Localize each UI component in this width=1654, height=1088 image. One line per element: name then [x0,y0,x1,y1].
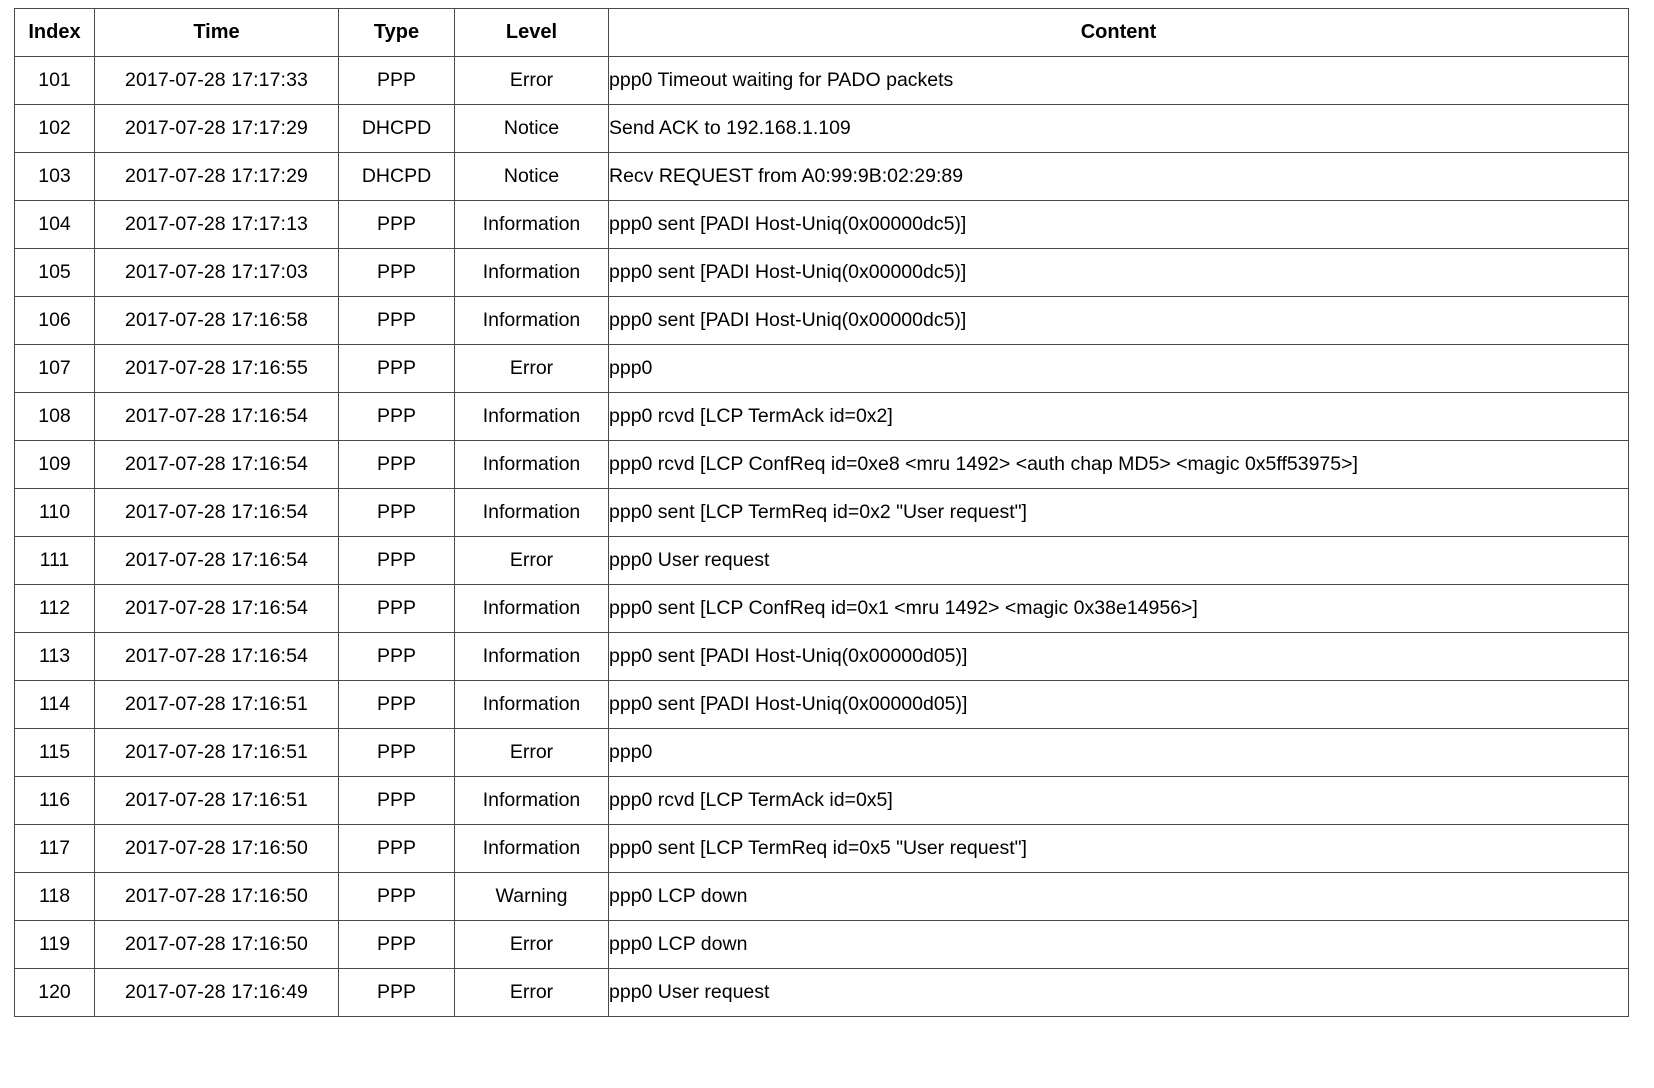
table-row [15,873,1629,921]
cell-time: 2017-07-28 17:16:54 [95,537,339,585]
cell-content: ppp0 sent [PADI Host-Uniq(0x00000dc5)] [609,201,1629,249]
table-row [15,633,1629,681]
table-row [15,681,1629,729]
cell-time: 2017-07-28 17:16:50 [95,873,339,921]
cell-index: 112 [15,585,95,633]
cell-index: 115 [15,729,95,777]
cell-content: ppp0 sent [PADI Host-Uniq(0x00000dc5)] [609,249,1629,297]
cell-time: 2017-07-28 17:16:54 [95,585,339,633]
table-row [15,393,1629,441]
cell-level: Information [455,201,609,249]
cell-level: Information [455,489,609,537]
cell-level: Error [455,729,609,777]
table-row [15,153,1629,201]
cell-content: ppp0 rcvd [LCP ConfReq id=0xe8 <mru 1492> <auth chap MD5> <magic 0x5ff53975>] [609,441,1629,489]
cell-index: 117 [15,825,95,873]
column-header-content: Content [609,9,1629,57]
cell-type: PPP [339,345,455,393]
cell-time: 2017-07-28 17:16:55 [95,345,339,393]
cell-time: 2017-07-28 17:16:49 [95,969,339,1017]
cell-level: Error [455,537,609,585]
cell-content: ppp0 LCP down [609,873,1629,921]
cell-content: ppp0 sent [PADI Host-Uniq(0x00000d05)] [609,681,1629,729]
table-row [15,825,1629,873]
cell-index: 116 [15,777,95,825]
cell-index: 102 [15,105,95,153]
cell-time: 2017-07-28 17:16:51 [95,681,339,729]
table-row [15,729,1629,777]
cell-index: 106 [15,297,95,345]
cell-index: 120 [15,969,95,1017]
table-header-row [15,9,1629,57]
table-row [15,57,1629,105]
cell-time: 2017-07-28 17:16:51 [95,777,339,825]
cell-level: Information [455,393,609,441]
cell-content: ppp0 sent [LCP ConfReq id=0x1 <mru 1492> <magic 0x38e14956>] [609,585,1629,633]
table-row [15,489,1629,537]
cell-content: ppp0 [609,345,1629,393]
cell-type: PPP [339,921,455,969]
cell-type: PPP [339,57,455,105]
cell-type: DHCPD [339,153,455,201]
table-row [15,777,1629,825]
cell-type: PPP [339,585,455,633]
column-header-index: Index [15,9,95,57]
cell-index: 110 [15,489,95,537]
cell-index: 114 [15,681,95,729]
cell-time: 2017-07-28 17:17:29 [95,105,339,153]
cell-time: 2017-07-28 17:16:51 [95,729,339,777]
cell-time: 2017-07-28 17:17:29 [95,153,339,201]
cell-level: Warning [455,873,609,921]
cell-time: 2017-07-28 17:16:54 [95,393,339,441]
cell-type: PPP [339,729,455,777]
cell-level: Error [455,57,609,105]
cell-content: ppp0 LCP down [609,921,1629,969]
table-row [15,537,1629,585]
cell-level: Error [455,969,609,1017]
cell-time: 2017-07-28 17:16:54 [95,489,339,537]
table-row [15,969,1629,1017]
cell-type: PPP [339,201,455,249]
cell-index: 107 [15,345,95,393]
cell-type: PPP [339,873,455,921]
cell-type: PPP [339,825,455,873]
cell-content: ppp0 User request [609,969,1629,1017]
table-body [15,57,1629,1017]
cell-type: PPP [339,441,455,489]
cell-time: 2017-07-28 17:16:50 [95,825,339,873]
cell-content: ppp0 [609,729,1629,777]
cell-time: 2017-07-28 17:16:58 [95,297,339,345]
table-row [15,585,1629,633]
cell-index: 111 [15,537,95,585]
cell-content: ppp0 sent [PADI Host-Uniq(0x00000dc5)] [609,297,1629,345]
table-row [15,297,1629,345]
cell-time: 2017-07-28 17:17:03 [95,249,339,297]
cell-level: Information [455,681,609,729]
cell-index: 118 [15,873,95,921]
cell-index: 108 [15,393,95,441]
cell-index: 101 [15,57,95,105]
cell-level: Information [455,297,609,345]
cell-time: 2017-07-28 17:16:54 [95,633,339,681]
cell-index: 103 [15,153,95,201]
cell-level: Error [455,921,609,969]
cell-content: ppp0 sent [PADI Host-Uniq(0x00000d05)] [609,633,1629,681]
cell-type: PPP [339,249,455,297]
cell-type: DHCPD [339,105,455,153]
table-row [15,345,1629,393]
cell-index: 109 [15,441,95,489]
cell-content: Send ACK to 192.168.1.109 [609,105,1629,153]
system-log-table [14,8,1629,1017]
table-row [15,921,1629,969]
cell-time: 2017-07-28 17:17:33 [95,57,339,105]
cell-type: PPP [339,969,455,1017]
column-header-time: Time [95,9,339,57]
cell-index: 119 [15,921,95,969]
cell-level: Information [455,825,609,873]
cell-level: Information [455,633,609,681]
cell-level: Information [455,441,609,489]
table-row [15,105,1629,153]
cell-content: ppp0 Timeout waiting for PADO packets [609,57,1629,105]
cell-content: Recv REQUEST from A0:99:9B:02:29:89 [609,153,1629,201]
cell-content: ppp0 rcvd [LCP TermAck id=0x5] [609,777,1629,825]
cell-index: 113 [15,633,95,681]
table-row [15,249,1629,297]
cell-type: PPP [339,489,455,537]
table-row [15,201,1629,249]
cell-level: Error [455,345,609,393]
cell-type: PPP [339,681,455,729]
cell-index: 104 [15,201,95,249]
column-header-type: Type [339,9,455,57]
cell-type: PPP [339,297,455,345]
cell-level: Notice [455,105,609,153]
cell-type: PPP [339,393,455,441]
cell-type: PPP [339,537,455,585]
cell-content: ppp0 sent [LCP TermReq id=0x2 "User request"] [609,489,1629,537]
cell-time: 2017-07-28 17:17:13 [95,201,339,249]
table-header [15,9,1629,57]
cell-level: Information [455,249,609,297]
cell-type: PPP [339,633,455,681]
table-row [15,441,1629,489]
cell-level: Information [455,777,609,825]
cell-time: 2017-07-28 17:16:50 [95,921,339,969]
cell-content: ppp0 sent [LCP TermReq id=0x5 "User request"] [609,825,1629,873]
cell-level: Notice [455,153,609,201]
cell-content: ppp0 User request [609,537,1629,585]
cell-index: 105 [15,249,95,297]
column-header-level: Level [455,9,609,57]
cell-level: Information [455,585,609,633]
cell-content: ppp0 rcvd [LCP TermAck id=0x2] [609,393,1629,441]
cell-time: 2017-07-28 17:16:54 [95,441,339,489]
cell-type: PPP [339,777,455,825]
